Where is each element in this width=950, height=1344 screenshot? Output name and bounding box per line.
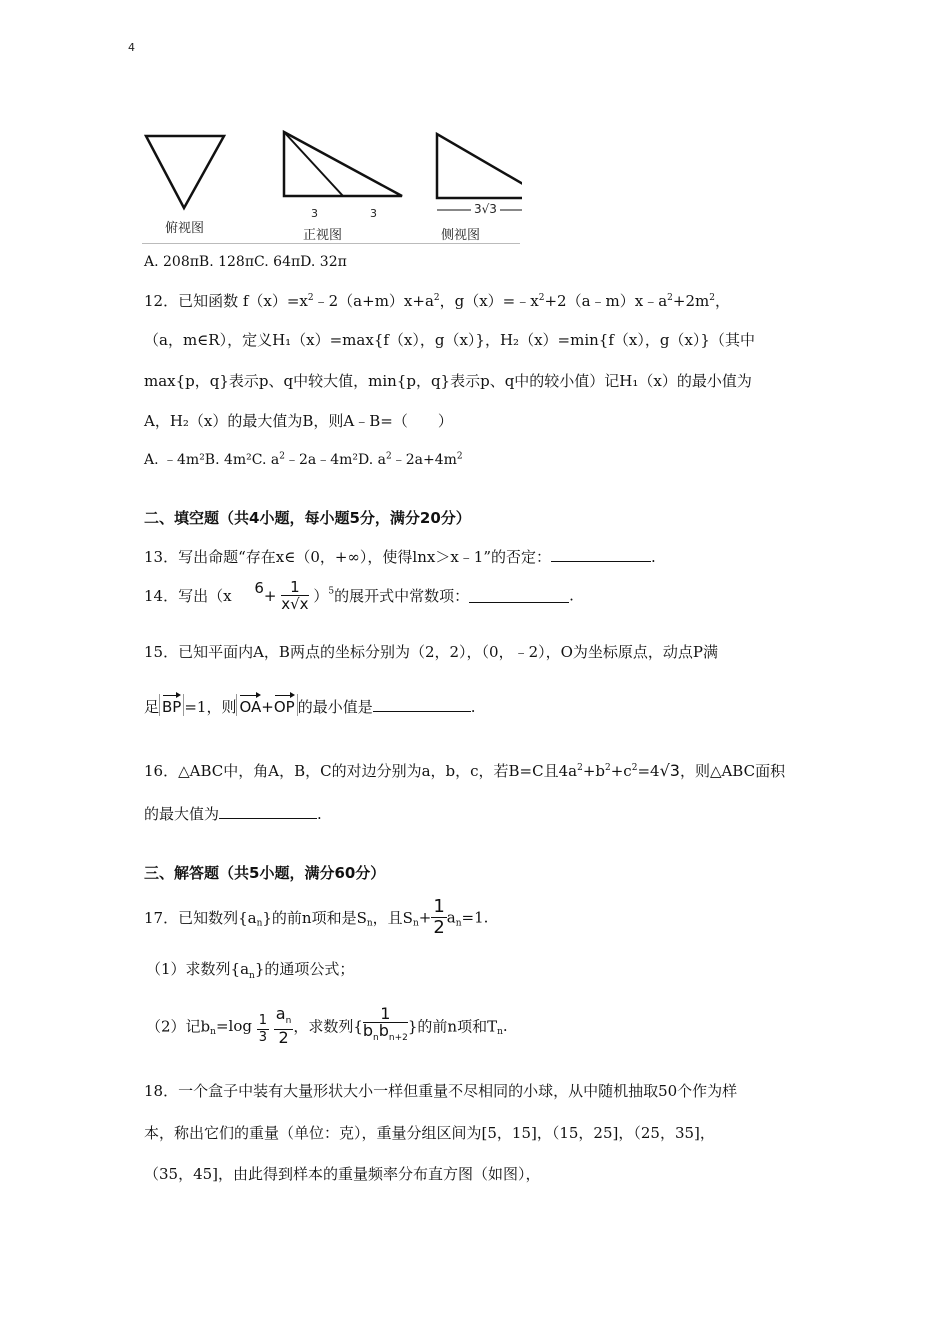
vector-oa: OA: [239, 694, 261, 716]
q14: 14．写出（x 6+ $\frac{1}{x√x}$ ）$^5$的展开式中常数项： .: [144, 578, 574, 613]
section2-title: 二、填空题（共4小题，每小题5分，满分20分）: [144, 509, 471, 527]
front-view-shape: [284, 132, 402, 196]
section3-title: 三、解答题（共5小题，满分60分）: [144, 864, 386, 882]
q18-line3: （35，45]，由此得到样本的重量频率分布直方图（如图），: [144, 1165, 541, 1183]
log-base-fraction: $\frac{1}{3}$: [258, 1013, 268, 1046]
q15-answer-blank: [373, 697, 471, 712]
figure-bottom-rule: [142, 243, 520, 244]
log-arg-fraction: $\frac{a_n}{2}$: [275, 1004, 292, 1048]
q16-line1: 16．△ABC中，角A，B，C的对边分别为a，b，c，若B=C且$4a^2+b^2+c^2=4√3$，则△ABC面积: [144, 761, 786, 780]
top-view-shape: [146, 136, 224, 208]
q17-part2: （2）记$b_n=\log$ $\frac{1}{3}$ $\frac{a_n}{2}$ ，求数列{ $\frac{1}{b_nb_{n+2}}$ }的前n项和$T_n$.: [146, 1004, 508, 1048]
q13: 13．写出命题“存在x∈（0，+∞），使得lnx＞x﹣1”的否定： .: [144, 548, 656, 566]
sum-fraction: $\frac{1}{b_nb_{n+2}}$: [362, 1004, 408, 1044]
q18-line1: 18．一个盒子中装有大量形状大小一样但重量不尽相同的小球，从中随机抽取50个作为样: [144, 1082, 738, 1100]
q14-answer-blank: [469, 588, 569, 603]
q16-answer-blank: [219, 804, 317, 819]
side-view-shape: [437, 134, 522, 198]
q17-part1: （1）求数列$\{a_n\}$的通项公式；: [146, 960, 355, 981]
q15-abs-bp: [159, 694, 184, 716]
front-height-label: 4: [128, 41, 135, 54]
q12-line4: A，H₂（x）的最大值为B，则A﹣B=（ ）: [144, 412, 453, 430]
front-view-label: 正视图: [303, 228, 343, 243]
sqrt3: √3: [659, 761, 680, 780]
side-view-label: 侧视图: [441, 228, 481, 243]
q11-options: A. 208πB. 128πC. 64πD. 32π: [144, 254, 347, 270]
q15-line1: 15．已知平面内A，B两点的坐标分别为（2，2），（0，﹣2），O为坐标原点，动点P满: [144, 643, 719, 661]
side-width-label: 3√3: [471, 202, 500, 216]
front-seg2-label: 3: [370, 207, 377, 220]
top-view-label: 俯视图: [165, 221, 205, 236]
front-view-inner-edge: [284, 132, 343, 196]
q12-line3: max{p，q}表示p、q中较大值，min{p，q}表示p、q中的较小值）记H₁（x）的最小值为: [144, 372, 752, 390]
q17-line1: 17．已知数列$\{a_n\}$的前n项和是$S_n$，且$S_n+$ $\frac{1}{2}$ $a_n=1$.: [144, 896, 489, 938]
q13-answer-blank: [551, 547, 651, 562]
q12-line1: 12．已知函数 $f(x)=x^2﹣2(a+m)x+a^2$，$g(x)=﹣x^2+2(a﹣m)x﹣a^2+2m^2$，: [144, 292, 730, 310]
q15-abs-sum: OA+OP: [236, 694, 297, 716]
q17-half-fraction: $\frac{1}{2}$: [433, 896, 445, 938]
q12-line2: （a，m∈R），定义H₁（x）=max{f（x），g（x）}，H₂（x）=min{f（x），g（x）}（其中: [144, 331, 755, 349]
q12-options: A. ﹣4m²B. 4m²C. $a^2﹣2a﹣4m^2D$. $a^2﹣2a+4m^2$: [144, 451, 463, 468]
q18-line2: 本，称出它们的重量（单位：克），重量分组区间为[5，15]，（15，25]，（25，35]，: [144, 1124, 715, 1142]
vector-bp: BP: [162, 694, 181, 716]
q14-fraction: $\frac{1}{x√x}$: [281, 578, 309, 613]
front-seg1-label: 3: [311, 207, 318, 220]
q16-line2: 的最大值为 .: [144, 805, 322, 823]
q15-line2: 足 BP =1，则 OA+OP 的最小值是 .: [144, 694, 476, 730]
vector-op: OP: [274, 694, 295, 716]
